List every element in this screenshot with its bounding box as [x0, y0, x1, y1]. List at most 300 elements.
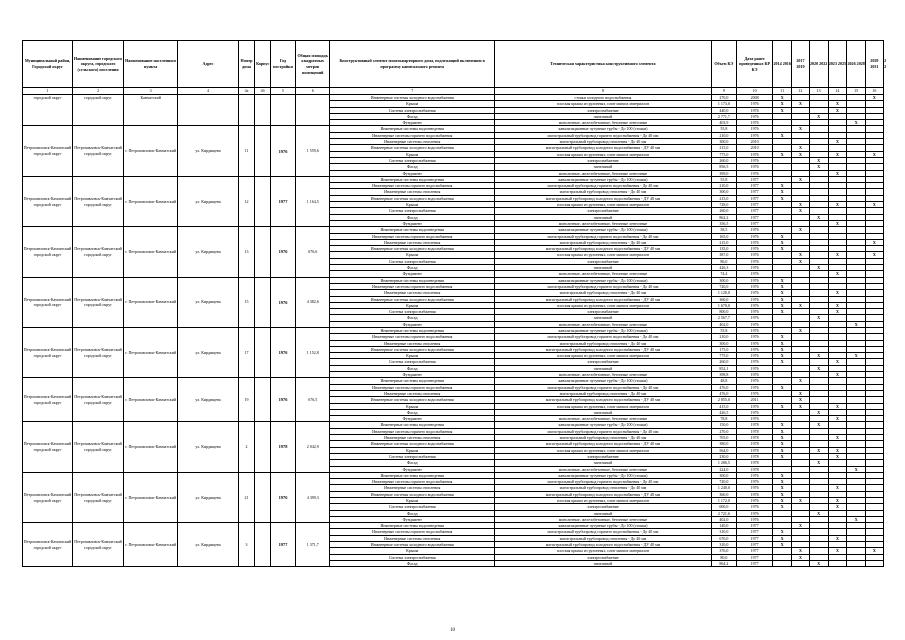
column-number: 15	[847, 88, 866, 95]
corpus-cell	[255, 126, 271, 176]
address-cell: ул. Кирдищева	[178, 176, 238, 226]
period-mark: X	[828, 453, 847, 459]
element-volume: 175,0	[711, 346, 736, 352]
settlement-cell: Петропавловск-Камчатский городской округ	[73, 378, 124, 422]
previous-repair-year: 1976	[736, 246, 772, 252]
period-mark: X	[773, 151, 792, 157]
element-volume: 270,0	[711, 428, 736, 434]
period-mark: X	[828, 435, 847, 441]
period-mark: X	[809, 164, 828, 170]
structural-element: Инженерные системы холодного водоснабжения	[330, 195, 495, 201]
element-volume: 2 771,7	[711, 113, 736, 119]
previous-repair-year: 1976	[736, 359, 772, 365]
element-volume: 360,0	[711, 296, 736, 302]
address-cell: ул. Кирдищева	[178, 422, 238, 472]
area-cell: 1 164,5	[296, 176, 330, 226]
period-mark: X	[792, 101, 810, 107]
year-built-cell	[271, 95, 296, 126]
house-number-cell: 17	[238, 327, 255, 377]
element-characteristic: монолитные, железобетонные, бетонные ленточные	[495, 372, 712, 378]
period-mark: X	[828, 170, 847, 176]
address-cell: ул. Кирдищева	[178, 523, 238, 567]
previous-repair-year: 1977	[736, 554, 772, 560]
element-volume: 864,2	[711, 560, 736, 566]
locality-cell: Камчатский	[124, 95, 178, 126]
element-volume: 670,0	[711, 535, 736, 541]
year-built-cell: 1976	[271, 126, 296, 176]
column-number: 3	[124, 88, 178, 95]
year-built-cell: 1976	[271, 327, 296, 377]
column-number: 4	[178, 88, 238, 95]
period-mark: X	[792, 208, 810, 214]
previous-repair-year: 1977	[736, 523, 772, 529]
previous-repair-year: 1977	[736, 535, 772, 541]
municipality-cell: Петропавловск-Камчатский городской округ	[23, 378, 73, 422]
previous-repair-year: 1976	[736, 302, 772, 308]
structural-element: Крыша	[330, 151, 495, 157]
element-volume: 728,0	[711, 202, 736, 208]
previous-repair-year: 1976	[736, 353, 772, 359]
previous-repair-year: 1977	[736, 189, 772, 195]
capital-repair-table	[22, 40, 886, 567]
previous-repair-year: 1978	[736, 422, 772, 428]
element-characteristic: панельный	[495, 315, 712, 321]
previous-repair-year: 1976	[736, 233, 772, 239]
header-period-2023: 2023 2025	[828, 41, 847, 88]
period-mark: X	[773, 529, 792, 535]
period-mark	[773, 560, 792, 566]
municipality-cell: Петропавловск-Камчатский городской округ	[23, 176, 73, 226]
element-characteristic: плоская крыша из рулонных, плит мягких материалов	[495, 447, 712, 453]
previous-repair-year: 1976	[736, 479, 772, 485]
structural-element: Система электроснабжения	[330, 208, 495, 214]
element-volume: 2 567,7	[711, 315, 736, 321]
previous-repair-year: 1976	[736, 290, 772, 296]
element-characteristic: электроснабжение	[495, 208, 712, 214]
element-characteristic: канализационные чугунные трубы - До 100 (стояки)	[495, 176, 712, 182]
header-year-built: Год постройки	[271, 41, 296, 88]
period-mark: X	[792, 227, 810, 233]
structural-element: Инженерные системы водоотведения	[330, 227, 495, 233]
previous-repair-year: 1977	[736, 214, 772, 220]
structural-element: Фундамент	[330, 271, 495, 277]
period-mark: X	[828, 271, 847, 277]
previous-repair-year: 1976	[736, 378, 772, 384]
column-number: 12	[792, 88, 810, 95]
structural-element: Фундамент	[330, 516, 495, 522]
previous-repair-year: 1976	[736, 327, 772, 333]
period-mark: X	[773, 485, 792, 491]
element-volume: 426,3	[711, 265, 736, 271]
element-volume: 260,0	[711, 157, 736, 163]
period-mark: X	[773, 498, 792, 504]
element-characteristic: канализационные чугунные трубы - До 100 (стояки)	[495, 378, 712, 384]
element-volume: 426,5	[711, 409, 736, 415]
previous-repair-year: 1976	[736, 113, 772, 119]
municipality-cell: Петропавловск-Камчатский городской округ	[23, 277, 73, 327]
year-built-cell: 1977	[271, 176, 296, 226]
element-characteristic: магистральный трубопровод холодного водоснабжения - ДУ 40 мм	[495, 346, 712, 352]
previous-repair-year: 1976	[736, 403, 772, 409]
element-volume: 800,0	[711, 309, 736, 315]
element-volume: 476,0	[711, 390, 736, 396]
address-cell	[178, 95, 238, 126]
element-characteristic: панельный	[495, 214, 712, 220]
element-characteristic: панельный	[495, 560, 712, 566]
element-volume: 260,0	[711, 208, 736, 214]
period-mark: X	[866, 252, 884, 258]
previous-repair-year: 1976	[736, 315, 772, 321]
structural-element: Инженерные системы отопления	[330, 535, 495, 541]
previous-repair-year: 2011	[736, 397, 772, 403]
house-number-cell: 12	[238, 176, 255, 226]
structural-element: Фундамент	[330, 416, 495, 422]
element-volume: 224,0	[711, 466, 736, 472]
structural-element: Система электроснабжения	[330, 107, 495, 113]
structural-element: Инженерные системы водоотведения	[330, 422, 495, 428]
locality-cell: г. Петропавловск-Камчатский	[124, 227, 178, 277]
structural-element: Система электроснабжения	[330, 359, 495, 365]
period-mark: X	[866, 202, 884, 208]
previous-repair-year: 1977	[736, 195, 772, 201]
element-volume: 300,0	[711, 340, 736, 346]
element-volume: 215,0	[711, 195, 736, 201]
element-characteristic: канализационные чугунные трубы - До 100 (стояки)	[495, 523, 712, 529]
period-mark: X	[773, 101, 792, 107]
structural-element: Фасад	[330, 315, 495, 321]
header-municipality: Муниципальный район, Городской округ	[23, 41, 73, 88]
element-characteristic: магистральный трубопровод холодного водоснабжения - ДУ 40 мм	[495, 296, 712, 302]
element-characteristic: канализационные чугунные трубы - До 100 (стояки)	[495, 472, 712, 478]
element-characteristic: магистральный трубопровод отопления - До 40 мм	[495, 485, 712, 491]
element-volume: 210,0	[711, 132, 736, 138]
structural-element: Система электроснабжения	[330, 157, 495, 163]
header-period-2029: 2029 2031	[866, 41, 884, 88]
previous-repair-year: 1977	[736, 542, 772, 548]
period-mark: X	[828, 309, 847, 315]
structural-element: Инженерные системы горячего водоснабжения	[330, 283, 495, 289]
element-characteristic: электроснабжение	[495, 453, 712, 459]
period-mark	[847, 560, 866, 566]
element-characteristic: плоская крыша из рулонных, плит мягких материалов	[495, 548, 712, 554]
structural-element: Инженерные системы отопления	[330, 340, 495, 346]
period-mark: X	[828, 535, 847, 541]
structural-element: Фундамент	[330, 321, 495, 327]
period-mark: X	[773, 239, 792, 245]
structural-element: Инженерные системы водоотведения	[330, 472, 495, 478]
period-mark: X	[828, 498, 847, 504]
period-mark: X	[773, 195, 792, 201]
period-mark: X	[828, 107, 847, 113]
header-address: Адрес	[178, 41, 238, 88]
header-period-2035	[884, 41, 885, 88]
element-characteristic: монолитные, железобетонные, бетонные ленточные	[495, 120, 712, 126]
structural-element: Инженерные системы холодного водоснабжения	[330, 296, 495, 302]
element-volume: 1 286,5	[711, 460, 736, 466]
period-mark: X	[773, 283, 792, 289]
previous-repair-year: 1976	[736, 510, 772, 516]
element-characteristic: канализационные чугунные трубы - До 100 (стояки)	[495, 126, 712, 132]
structural-element: Инженерные системы холодного водоснабжения	[330, 491, 495, 497]
period-mark: X	[792, 523, 810, 529]
element-volume: 440,0	[711, 107, 736, 113]
previous-repair-year: 1976	[736, 227, 772, 233]
previous-repair-year: 1976	[736, 321, 772, 327]
element-characteristic: электроснабжение	[495, 157, 712, 163]
period-mark: X	[773, 107, 792, 113]
element-characteristic: монолитные, железобетонные, бетонные ленточные	[495, 516, 712, 522]
element-volume: 78,8	[711, 416, 736, 422]
element-volume: 775,0	[711, 353, 736, 359]
area-cell: 1 559,6	[296, 126, 330, 176]
element-characteristic: панельный	[495, 113, 712, 119]
structural-element: Крыша	[330, 548, 495, 554]
period-mark: X	[809, 422, 828, 428]
corpus-cell	[255, 227, 271, 277]
structural-element: Инженерные системы холодного водоснабжения	[330, 145, 495, 151]
corpus-cell	[255, 277, 271, 327]
municipality-cell: Петропавловск-Камчатский городской округ	[23, 472, 73, 522]
settlement-cell: Петропавловск-Камчатский городской округ	[73, 523, 124, 567]
period-mark: X	[828, 202, 847, 208]
period-mark: X	[773, 334, 792, 340]
element-characteristic: магистральный трубопровод отопления - До 40 мм	[495, 390, 712, 396]
period-mark: X	[847, 516, 866, 522]
element-volume: 775,0	[711, 151, 736, 157]
previous-repair-year: 1977	[736, 208, 772, 214]
element-characteristic: монолитные, железобетонные, бетонные ленточные	[495, 416, 712, 422]
previous-repair-year: 1976	[736, 491, 772, 497]
period-mark: X	[828, 447, 847, 453]
column-number: 9	[711, 88, 736, 95]
settlement-cell: Петропавловск-Камчатский городской округ	[73, 422, 124, 472]
period-mark	[866, 560, 884, 566]
header-characteristic: Техническая характеристика конструктивного элемента	[495, 41, 712, 88]
element-characteristic: магистральный трубопровод холодного водоснабжения - ДУ 40 мм	[495, 195, 712, 201]
period-mark: X	[809, 113, 828, 119]
element-characteristic: магистральный трубопровод отопления - До 40 мм	[495, 239, 712, 245]
period-mark: X	[809, 409, 828, 415]
table-body	[23, 95, 886, 567]
period-mark: X	[792, 258, 810, 264]
period-mark: X	[828, 139, 847, 145]
locality-cell: г. Петропавловск-Камчатский	[124, 327, 178, 377]
settlement-cell: Петропавловск-Камчатский городской округ	[73, 126, 124, 176]
previous-repair-year: 1976	[736, 265, 772, 271]
element-characteristic: магистральный трубопровод холодного водоснабжения - ДУ 40 мм	[495, 397, 712, 403]
column-number: 2	[73, 88, 124, 95]
period-mark: X	[773, 309, 792, 315]
locality-cell: г. Петропавловск-Камчатский	[124, 523, 178, 567]
previous-repair-year: 1976	[736, 416, 772, 422]
period-mark: X	[773, 422, 792, 428]
structural-element: Инженерные системы холодного водоснабжения	[330, 397, 495, 403]
previous-repair-year: 1976	[736, 277, 772, 283]
previous-repair-year: 1977	[736, 529, 772, 535]
column-number: 4а	[238, 88, 255, 95]
header-period-2026: 2026 2028	[847, 41, 866, 88]
column-number: 16	[866, 88, 884, 95]
previous-repair-year: 1976	[736, 334, 772, 340]
element-volume: 48,8	[711, 378, 736, 384]
year-built-cell: 1977	[271, 523, 296, 567]
period-mark: X	[828, 101, 847, 107]
previous-repair-year: 1977	[736, 202, 772, 208]
element-volume: 310,0	[711, 529, 736, 535]
element-characteristic: панельный	[495, 510, 712, 516]
element-characteristic: электроснабжение	[495, 359, 712, 365]
previous-repair-year: 2010	[736, 139, 772, 145]
structural-element: Фасад	[330, 265, 495, 271]
previous-repair-year: 1977	[736, 183, 772, 189]
settlement-cell: городской округ	[73, 95, 124, 126]
header-settlement: Наименование городского округа, городского (сельского) поселения	[73, 41, 124, 88]
previous-repair-year: 1976	[736, 346, 772, 352]
corpus-cell	[255, 472, 271, 522]
house-number-cell: 15	[238, 277, 255, 327]
period-mark: X	[792, 151, 810, 157]
structural-element: Инженерные системы водоотведения	[330, 523, 495, 529]
element-volume: 215,0	[711, 145, 736, 151]
element-volume: 135,0	[711, 246, 736, 252]
area-cell: 4 399,3	[296, 472, 330, 522]
period-mark: X	[773, 403, 792, 409]
header-house-number: Номер дома	[238, 41, 255, 88]
element-characteristic: магистральный трубопровод горячего водоснабжения - До 40 мм	[495, 183, 712, 189]
structural-element: Система электроснабжения	[330, 554, 495, 560]
element-volume: 356,5	[711, 220, 736, 226]
element-volume: 1 120,0	[711, 290, 736, 296]
period-mark: X	[792, 126, 810, 132]
locality-cell: г. Петропавловск-Камчатский	[124, 472, 178, 522]
column-number: 5	[271, 88, 296, 95]
structural-element: Инженерные системы отопления	[330, 239, 495, 245]
element-characteristic: магистральный трубопровод холодного водоснабжения - ДУ 40 мм	[495, 491, 712, 497]
period-mark: X	[847, 353, 866, 359]
year-built-cell: 1976	[271, 472, 296, 522]
element-characteristic: канализационные чугунные трубы - До 100 (стояки)	[495, 227, 712, 233]
element-characteristic: плоская крыша из рулонных, плит мягких материалов	[495, 498, 712, 504]
period-mark: X	[773, 95, 792, 101]
address-cell: ул. Кирдищева	[178, 126, 238, 176]
structural-element: Крыша	[330, 252, 495, 258]
period-mark: X	[773, 504, 792, 510]
element-volume: 852,1	[711, 365, 736, 371]
year-built-cell: 1978	[271, 422, 296, 472]
previous-repair-year: 1976	[736, 283, 772, 289]
element-characteristic: стояки холодного водоснабжения	[495, 95, 712, 101]
header-corpus: Корпус	[255, 41, 271, 88]
previous-repair-year: 1976	[736, 252, 772, 258]
element-characteristic: магистральный трубопровод горячего водоснабжения - До 40 мм	[495, 428, 712, 434]
house-number-cell: 3	[238, 523, 255, 567]
structural-element: Инженерные системы горячего водоснабжения	[330, 334, 495, 340]
structural-element: Инженерные системы горячего водоснабжения	[330, 233, 495, 239]
element-volume: 210,0	[711, 183, 736, 189]
element-characteristic: электроснабжение	[495, 309, 712, 315]
element-characteristic: магистральный трубопровод холодного водоснабжения - ДУ 40 мм	[495, 441, 712, 447]
period-mark: X	[809, 365, 828, 371]
element-characteristic: магистральный трубопровод отопления - До 40 мм	[495, 139, 712, 145]
period-mark: X	[792, 554, 810, 560]
area-cell: 1 371,7	[296, 523, 330, 567]
element-volume: 2 855,0	[711, 397, 736, 403]
previous-repair-year: 1976	[736, 384, 772, 390]
structural-element: Инженерные системы водоотведения	[330, 176, 495, 182]
header-volume: Объем КЭ	[711, 41, 736, 88]
previous-repair-year: 1976	[736, 271, 772, 277]
previous-repair-year: 1976	[736, 101, 772, 107]
element-volume: 476,0	[711, 384, 736, 390]
program-table-page	[22, 40, 886, 567]
structural-element: Фасад	[330, 365, 495, 371]
element-volume: 403,9	[711, 120, 736, 126]
structural-element: Крыша	[330, 302, 495, 308]
structural-element: Инженерные системы горячего водоснабжения	[330, 428, 495, 434]
element-volume: 399,0	[711, 170, 736, 176]
period-mark: X	[828, 416, 847, 422]
element-volume: 260,0	[711, 359, 736, 365]
year-built-cell: 1976	[271, 378, 296, 422]
period-mark: X	[828, 504, 847, 510]
element-volume: 55,8	[711, 126, 736, 132]
house-number-cell: 13	[238, 227, 255, 277]
previous-repair-year: 1976	[736, 151, 772, 157]
period-mark: X	[866, 548, 884, 554]
element-volume: 402,0	[711, 516, 736, 522]
element-volume: 415,0	[711, 403, 736, 409]
structural-element: Крыша	[330, 447, 495, 453]
element-characteristic: магистральный трубопровод горячего водоснабжения - До 40 мм	[495, 384, 712, 390]
period-mark: X	[809, 265, 828, 271]
period-mark: X	[773, 447, 792, 453]
settlement-cell: Петропавловск-Камчатский городской округ	[73, 327, 124, 377]
period-mark: X	[828, 151, 847, 157]
period-mark: X	[792, 390, 810, 396]
house-number-cell: 19	[238, 378, 255, 422]
address-cell: ул. Кирдищева	[178, 227, 238, 277]
municipality-cell: Петропавловск-Камчатский городской округ	[23, 126, 73, 176]
element-characteristic: магистральный трубопровод горячего водоснабжения - До 40 мм	[495, 283, 712, 289]
column-number: 4б	[255, 88, 271, 95]
previous-repair-year: 1978	[736, 460, 772, 466]
element-characteristic: магистральный трубопровод холодного водоснабжения - ДУ 40 мм	[495, 246, 712, 252]
period-mark: X	[792, 145, 810, 151]
structural-element: Крыша	[330, 353, 495, 359]
element-characteristic: панельный	[495, 365, 712, 371]
element-volume: 140,0	[711, 523, 736, 529]
element-volume: 150,0	[711, 422, 736, 428]
period-mark: X	[773, 359, 792, 365]
structural-element: Инженерные системы холодного водоснабжения	[330, 346, 495, 352]
previous-repair-year: 2008	[736, 95, 772, 101]
corpus-cell	[255, 176, 271, 226]
previous-repair-year: 1976	[736, 239, 772, 245]
period-mark: X	[792, 403, 810, 409]
house-number-cell: 21	[238, 472, 255, 522]
element-volume: 230,0	[711, 453, 736, 459]
period-mark: X	[809, 560, 828, 566]
previous-repair-year: 1976	[736, 296, 772, 302]
structural-element: Инженерные системы отопления	[330, 290, 495, 296]
corpus-cell	[255, 95, 271, 126]
previous-repair-year: 1976	[736, 170, 772, 176]
structural-element: Крыша	[330, 202, 495, 208]
element-characteristic: панельный	[495, 460, 712, 466]
element-characteristic: электроснабжение	[495, 554, 712, 560]
element-volume: 74,4	[711, 271, 736, 277]
column-number: 13	[809, 88, 828, 95]
